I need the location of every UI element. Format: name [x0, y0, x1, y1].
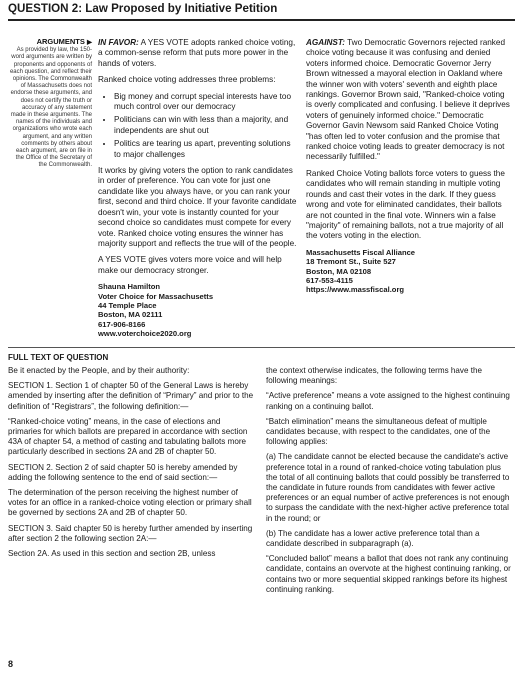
signer-org: Voter Choice for Massachusetts [98, 291, 214, 301]
signer-website: www.voterchoice2020.org [98, 329, 192, 339]
in-favor-column [98, 38, 298, 339]
favor-intro [98, 38, 298, 69]
signer-city: Boston, MA 02111 [98, 310, 163, 320]
question-title: QUESTION 2: Law Proposed by Initiative Petition [8, 2, 278, 15]
full-text-right-column [266, 366, 514, 600]
list-item: • Politics are tearing us apart, preventing solutions to major challenges [114, 139, 298, 160]
against-p2: Ranked Choice Voting ballots force voters to guess the candidates who will remain standing in multiple voting rounds and cast their votes in the dark. If they guess wrong and vote for eliminated candidates, their ballots are not counted in the final vote. Winners win a false "majority" of remaining ballots, not a true majority of all the voters voting in the election. [306, 168, 505, 241]
signer-street: 44 Temple Place [98, 300, 157, 310]
favor-p2: Ranked choice voting addresses three problems: [98, 75, 276, 85]
favor-p3: It works by giving voters the option to rank candidates in order of preference. You can vote for just one candidate like you always have, or you can rank your first, second and third choice. If your favorite candidate doesn't win, your vote is instantly counted for your second choice so candidates must compete for every vote. Ranked choice voting ensures the winner has majority support and reflects the true will of the people. [98, 166, 297, 248]
title-rule [8, 19, 515, 21]
favor-p1: A YES VOTE adopts ranked choice voting, a common-sense reform that puts more power in the hands of voters. [98, 38, 296, 68]
signer-street: 18 Tremont St., Suite 527 [306, 257, 396, 267]
signer-org: Massachusetts Fiscal Alliance [306, 247, 416, 257]
signer-phone: 617-906-8166 [98, 319, 146, 329]
arguments-heading-text: ARGUMENTS [36, 37, 85, 46]
law-paragraph: (b) The candidate has a lower active preference total than a candidate described in subparagraph (a). [266, 528, 480, 549]
arrow-right-icon: ▶ [87, 39, 92, 46]
law-paragraph: “Batch elimination” means the simultaneous defeat of multiple candidates because, with respect to the candidates, one of the following applies: [266, 416, 491, 447]
law-paragraph: the context otherwise indicates, the following terms have the following meanings: [266, 366, 482, 386]
section-rule [8, 347, 515, 348]
signer-phone: 617-553-4115 [306, 275, 353, 285]
law-paragraph: (a) The candidate cannot be elected because the candidate's active preference total in a round of ranked-choice voting tabulation plus the total of all continuing ballots that could possibly be transferred to the candidate in future rounds from candidates with fewer active preferences or an equal number of active preferences is not enough to surpass the candidate with the next-higher active preference total in the round; or [266, 452, 510, 523]
law-paragraph: “Ranked-choice voting” means, in the case of elections and primaries for which ballots are prepared in accordance with section 43A of chapter 54, a method of casting and tabulating ballots more particularly described in sections 2A and 2B of chapter 50. [8, 416, 248, 457]
against-lead: AGAINST: [306, 38, 345, 47]
against-p1-para [306, 38, 512, 163]
against-p1: Two Democratic Governors rejected ranked choice voting because it was confusing and denied voters informed choice. Democratic Governor Jerry Brown witnessed a mayoral election in Oakland where the winner won with voters' seventh and eighth place rankings. Governor Brown said, "Ranked-choice voting is overly complicated and confusing. I believe it deprives voters of genuinely informed choice." Democratic Governor Gavin Newsom said Ranked Choice Voting "has often led to voter confusion and the promise that ranked choice voting leads to greater democracy is not necessarily fulfilled." [306, 38, 510, 162]
law-paragraph: SECTION 1. Section 1 of chapter 50 of the General Laws is hereby amended by inserting after the definition of “Primary” and prior to the definition of “Registrars”, the following definition:— [8, 381, 254, 411]
arguments-sidebar [8, 38, 92, 170]
list-item: • Big money and corrupt special interests have too much control over our democracy [114, 92, 298, 113]
arguments-disclaimer: As provided by law, the 150-word arguments are written by proponents and opponents of each question, and reflect their opinions. The Commonwealth of Massachusetts does not endorse these arguments, and does not certify the truth or accuracy of any statement made in these arguments. The names of the individuals and organizations who wrote each argument, and any written comments by others about each argument, are on file in the Office of the Secretary of the Commonwealth. [9, 47, 92, 169]
signer-city: Boston, MA 02108 [306, 266, 372, 276]
full-text-left-column [8, 366, 254, 564]
against-signature [306, 248, 512, 295]
signer-name: Shauna Hamilton [98, 282, 161, 292]
arguments-heading [8, 38, 92, 46]
full-text-title: FULL TEXT OF QUESTION [8, 353, 109, 362]
favor-signature [98, 282, 298, 338]
favor-p4: A YES VOTE gives voters more voice and will help make our democracy stronger. [98, 255, 282, 275]
list-item: • Politicians can win with less than a majority, and independents are shut out [114, 115, 298, 136]
law-paragraph: SECTION 3. Said chapter 50 is hereby further amended by inserting after section 2 the following section 2A:— [8, 523, 253, 543]
signer-website: https://www.massfiscal.org [306, 285, 405, 295]
law-paragraph: Section 2A. As used in this section and section 2B, unless [8, 549, 216, 559]
law-paragraph: Be it enacted by the People, and by their authority: [8, 366, 190, 375]
law-paragraph: “Concluded ballot” means a ballot that does not rank any continuing candidate, contains an overvote at the highest continuing ranking, or contains two or more sequential skipped rankings before its highest continuing ranking. [266, 554, 511, 594]
law-paragraph: The determination of the person receiving the highest number of votes for an office in a ranked-choice voting election or primary shall be governed by sections 2A and 2B of chapter 50. [8, 488, 252, 518]
page-number: 8 [8, 659, 14, 669]
law-paragraph: SECTION 2. Section 2 of said chapter 50 is hereby amended by adding the following sentence to the end of said section:— [8, 462, 238, 482]
favor-lead: IN FAVOR: [98, 38, 139, 47]
against-column [306, 38, 512, 295]
law-paragraph: “Active preference” means a vote assigned to the highest continuing ranking on a continuing ballot. [266, 391, 510, 411]
favor-bullet-list [98, 92, 298, 160]
